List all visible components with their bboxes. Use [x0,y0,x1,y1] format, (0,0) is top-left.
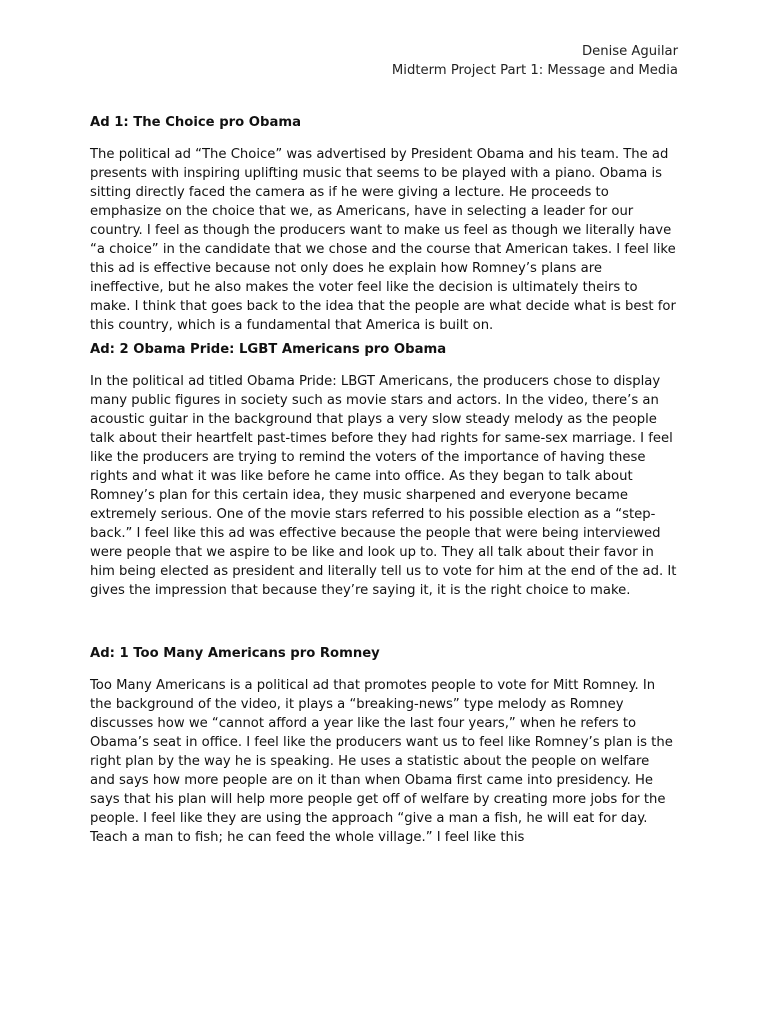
section-body-too-many-americans: Too Many Americans is a political ad that promotes people to vote for Mitt Romney. In the background of the video, it plays a “breaking-news” type melody as Romney discusses how we “cannot afford a year like the last four years,” when he refers to Obama’s seat in office. I feel like the producers want us to feel like Romney’s plan is the right plan by the way he is speaking. He uses a statistic about the people on welfare and says how more people are on it than when Obama first came into presidency. He says that his plan will help more people get off of welfare by creating more jobs for the people. I feel like they are using the approach “give a man a fish, he will eat for day. Teach a man to fish; he can feed the whole village.” I feel like this [90,678,673,845]
document-header [90,42,678,80]
section-heading-ad2-obama-pride: Ad: 2 Obama Pride: LGBT Americans pro Obama [90,342,447,357]
document-title: Midterm Project Part 1: Message and Media [391,63,678,78]
document-page [90,42,678,847]
section-body-ad1-the-choice: The political ad “The Choice” was advertised by President Obama and his team. The ad presents with inspiring uplifting music that seems to be played with a piano. Obama is sitting directly faced the camera as if he were giving a lecture. He proceeds to emphasize on the choice that we, as Americans, have in selecting a leader for our country. I feel as though the producers want to make us feel as though we literally have “a choice” in the candidate that we chose and the course that American takes. I feel like this ad is effective because not only does he explain how Romney’s plans are ineffective, but he also makes the voter feel like the decision is ultimately theirs to make. I think that goes back to the idea that the people are what decide what is best for this country, which is a fundamental that America is built on. [90,147,676,333]
section-heading-ad1-the-choice: Ad 1: The Choice pro Obama [90,115,301,130]
section-heading-too-many-americans: Ad: 1 Too Many Americans pro Romney [90,646,380,661]
author-name: Denise Aguilar [581,44,678,59]
section-body-ad2-obama-pride: In the political ad titled Obama Pride: LBGT Americans, the producers chose to display many public figures in society such as movie stars and actors. In the video, there’s an acoustic guitar in the background that plays a very slow steady melody as the people talk about their heartfelt past-times before they had rights for same-sex marriage. I feel like the producers are trying to remind the voters of the importance of having these rights and what it was like before he came into office. As they began to talk about Romney’s plan for this certain idea, they music sharpened and everyone became extremely serious. One of the movie stars referred to his possible election as a “step-back.” I feel like this ad was effective because the people that were being interviewed were people that we aspire to be like and look up to. They all talk about their favor in him being elected as president and literally tell us to vote for him at the end of the ad. It gives the impression that because they’re saying it, it is the right choice to make. [90,374,677,598]
